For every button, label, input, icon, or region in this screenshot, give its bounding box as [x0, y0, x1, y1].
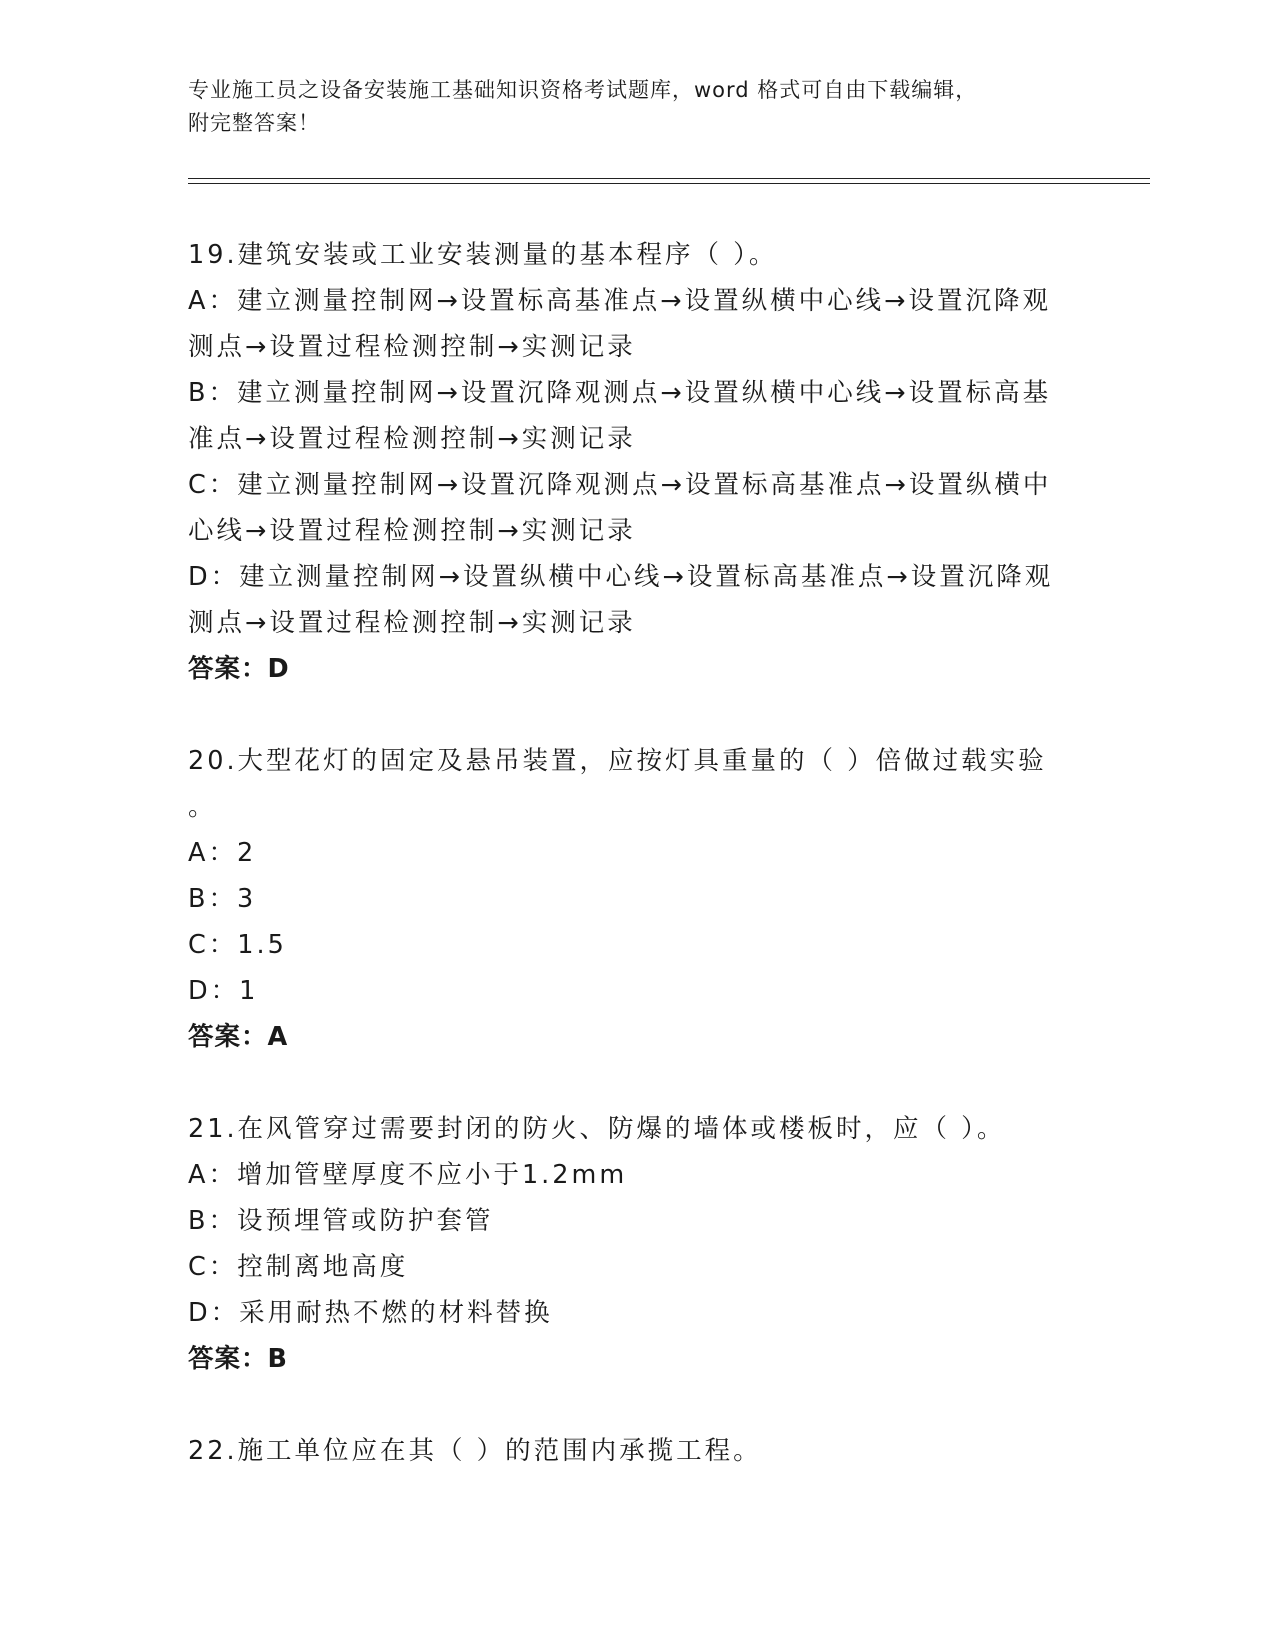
- spacer: [188, 1060, 1088, 1106]
- question-20: [188, 738, 1088, 1060]
- option-c-line-1: C：建立测量控制网→设置沉降观测点→设置标高基准点→设置纵横中: [188, 470, 1052, 500]
- option-d: D：1: [188, 976, 259, 1006]
- answer-text: 答案：B: [188, 1344, 288, 1374]
- option-c-line-2: 心线→设置过程检测控制→实测记录: [188, 516, 636, 546]
- spacer: [188, 1382, 1088, 1428]
- option-b: B：设预埋管或防护套管: [188, 1206, 494, 1236]
- spacer: [188, 692, 1088, 738]
- question-stem: 21.在风管穿过需要封闭的防火、防爆的墙体或楼板时，应（ ）。: [188, 1114, 1006, 1144]
- option-a-line-2: 测点→设置过程检测控制→实测记录: [188, 332, 636, 362]
- answer-text: 答案：D: [188, 654, 290, 684]
- question-22: [188, 1428, 1088, 1474]
- header-divider-bottom: [188, 183, 1150, 184]
- option-c: C：控制离地高度: [188, 1252, 409, 1282]
- option-a: A：增加管壁厚度不应小于1.2mm: [188, 1160, 628, 1190]
- option-b-line-2: 准点→设置过程检测控制→实测记录: [188, 424, 636, 454]
- question-stem-continuation: 。: [188, 792, 217, 822]
- question-19: [188, 232, 1088, 692]
- option-d-line-1: D：建立测量控制网→设置纵横中心线→设置标高基准点→设置沉降观: [188, 562, 1054, 592]
- question-stem: 20.大型花灯的固定及悬吊装置，应按灯具重量的（ ）倍做过载实验: [188, 746, 1047, 776]
- header-line-1: 专业施工员之设备安装施工基础知识资格考试题库，word 格式可自由下载编辑，: [188, 78, 978, 102]
- question-21: [188, 1106, 1088, 1382]
- option-a-line-1: A：建立测量控制网→设置标高基准点→设置纵横中心线→设置沉降观: [188, 286, 1052, 316]
- option-c: C：1.5: [188, 930, 287, 960]
- question-stem: 22.施工单位应在其（ ）的范围内承揽工程。: [188, 1436, 762, 1466]
- option-d-line-2: 测点→设置过程检测控制→实测记录: [188, 608, 636, 638]
- option-d: D：采用耐热不燃的材料替换: [188, 1298, 553, 1328]
- answer-text: 答案：A: [188, 1022, 289, 1052]
- question-stem: 19.建筑安装或工业安装测量的基本程序（ ）。: [188, 240, 778, 270]
- header-line-2: 附完整答案！: [188, 111, 320, 135]
- option-b-line-1: B：建立测量控制网→设置沉降观测点→设置纵横中心线→设置标高基: [188, 378, 1052, 408]
- header-divider-top: [188, 178, 1150, 179]
- option-a: A：2: [188, 838, 257, 868]
- question-list: [188, 232, 1088, 1474]
- document-header: [188, 74, 1088, 140]
- option-b: B：3: [188, 884, 257, 914]
